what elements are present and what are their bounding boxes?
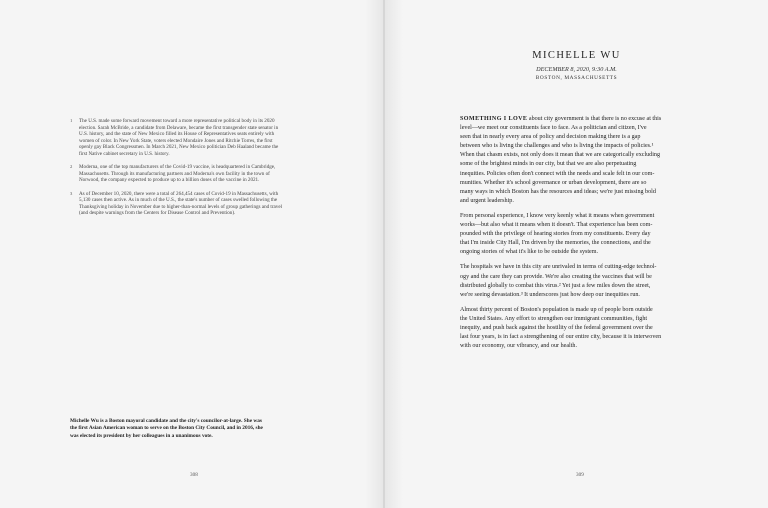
paragraph-line: ogy and the care they can provide. We're also creating the vaccines that will be xyxy=(460,273,652,280)
footnote-line: Moderna, one of the top manufacturers of the Covid-19 vaccine, is headquartered in Cambridge, xyxy=(79,164,276,170)
paragraph xyxy=(460,212,730,257)
page-number-left: 308 xyxy=(190,472,198,478)
footnote-number: 3 xyxy=(70,190,73,196)
interview-location: BOSTON, MASSACHUSETTS xyxy=(535,74,618,81)
paragraph-line: many ways in which Boston has the resources and ideas; we're just missing bold xyxy=(460,188,656,195)
paragraph-line: munities. Whether it's school governance or urban development, there are so xyxy=(460,179,647,186)
paragraph-line: pounded with the privilege of hearing stories from my constituents. Every day xyxy=(460,231,651,238)
footnote-line: openly gay Black Congressmen. In March 2021, New Mexico politician Deb Haaland became the xyxy=(79,144,279,150)
speaker-name: MICHELLE WU xyxy=(532,50,621,61)
footnote-line: U.S. history, and the state of New Mexico filled its House of Representatives seats entirely with xyxy=(79,131,275,137)
footnote-line: (and despite warnings from the Centers for Disease Control and Prevention). xyxy=(79,210,236,216)
footnote-line: women of color. In New York State, voters elected Mondaire Jones and Ritchie Torres, the first xyxy=(79,137,273,144)
author-bio xyxy=(70,418,350,440)
footnote-line: Massachusetts. Through its manufacturing partners and Moderna's own facility in the town of xyxy=(79,170,270,177)
footnote-number: 1 xyxy=(70,118,73,123)
right-page xyxy=(385,0,768,508)
paragraph-line: seen that in nearly every area of policy and decision making there is a gap xyxy=(460,134,641,141)
page-number-right: 309 xyxy=(576,472,584,478)
paragraph xyxy=(460,115,730,206)
paragraph-line: that I'm inside City Hall, I'm driven by the memories, the connections, and the xyxy=(460,240,651,247)
paragraph-line: between who is living the challenges and who is living the impacts of policies.¹ xyxy=(460,143,654,150)
gutter-shadow-left xyxy=(365,0,383,508)
paragraph-line xyxy=(460,115,730,124)
interview-date: DECEMBER 8, 2020, 9:30 A.M. xyxy=(536,66,617,73)
paragraph xyxy=(460,306,730,351)
footnotes xyxy=(70,118,332,224)
footnote-number: 2 xyxy=(70,164,73,169)
paragraph-line: some of the brightest minds in our city, but that we are also perpetuating xyxy=(460,161,637,168)
footnote-line: 5,130 cases then active. As in much of the U.S., the state's number of cases swelled following the xyxy=(79,197,278,203)
left-page xyxy=(0,0,383,508)
paragraph-line: we're seeing devastation.³ It underscores just how deep our inequities run. xyxy=(460,291,640,298)
footnote-line: Norwood, the company expected to produce up to a billion doses of the vaccine in 2021. xyxy=(79,177,260,183)
paragraph-line: and urgent leadership. xyxy=(460,197,514,204)
footnote-line: As of December 10, 2020, there were a total of 264,454 cases of Covid-19 in Massachusetts, with xyxy=(79,190,279,197)
paragraph-line: inequities. Policies often don't connect with the needs and scale felt in our com- xyxy=(460,170,655,177)
bio-line: the first Asian American woman to serve on the Boston City Council, and in 2016, she xyxy=(70,425,263,432)
footnote xyxy=(70,191,332,217)
footnote-line: election. Sarah McBride, a candidate from Delaware, became the first transgender state senator in xyxy=(79,124,279,131)
footnote xyxy=(70,118,332,157)
bio-line: was elected its president by her colleagues in a unanimous vote. xyxy=(70,432,213,439)
paragraph-line: the United States. Any effort to strengthen our immigrant communities, fight xyxy=(460,315,648,322)
paragraph-line: works—but also what it means when it doesn't. That experience has been com- xyxy=(460,222,653,229)
footnote-line: The U.S. made some forward movement toward a more representative political body in its 2020 xyxy=(79,118,275,124)
footnote xyxy=(70,164,332,184)
paragraph-line: From personal experience, I know very keenly what it means when government xyxy=(460,212,655,219)
bio-line: Michelle Wu is a Boston mayoral candidate and the city's councilor-at-large. She was xyxy=(70,418,262,424)
paragraph xyxy=(460,263,730,299)
paragraph-line: level—we meet our constituents face to face. As a politician and citizen, I've xyxy=(460,125,647,132)
paragraph-line: ongoing stories of what it's like to be outside the system. xyxy=(460,249,599,256)
paragraph-line: last four years, is in fact a strengthening of our entire city, because it is interwoven xyxy=(460,334,662,341)
paragraph-line: Almost thirty percent of Boston's population is made up of people born outside xyxy=(460,306,653,313)
paragraph-line: The hospitals we have in this city are unrivaled in terms of cutting-edge technol- xyxy=(460,264,657,271)
lead-line-text: about city government is that there is no excuse at this xyxy=(527,116,662,122)
paragraph-line: distributed globally to combat this virus.² Yet just a few miles down the street, xyxy=(460,282,651,289)
body-text xyxy=(460,115,730,357)
footnote-line: first Native cabinet secretary in U.S. history. xyxy=(79,150,170,157)
paragraph-line: When that chasm exists, not only does it mean that we are categorically excluding xyxy=(460,152,661,159)
paragraph-line: inequity, and push back against the hostility of the federal government over the xyxy=(460,324,653,331)
paragraph-line: with our economy, our vibrancy, and our health. xyxy=(460,343,577,350)
footnote-line: Thanksgiving holiday in November due to higher-than-normal levels of group gatherings and travel xyxy=(79,203,283,210)
lead-in: SOMETHING I LOVE xyxy=(460,116,528,122)
